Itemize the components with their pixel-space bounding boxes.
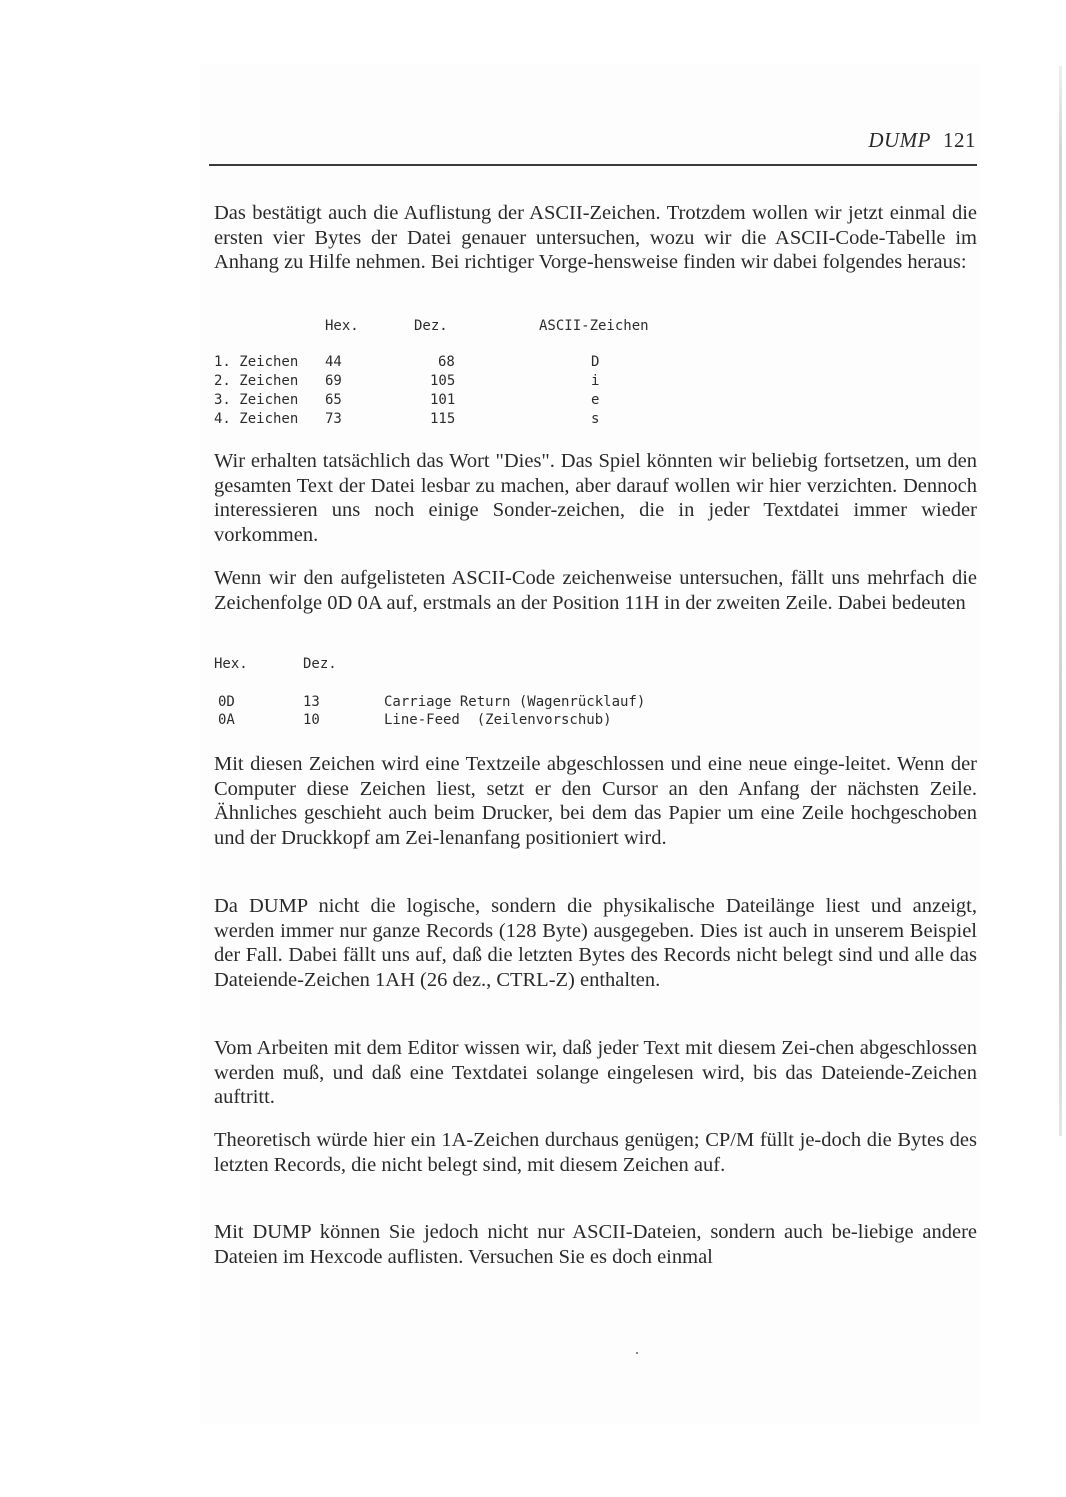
row-dec: 68: [438, 354, 455, 370]
row-hex: 73: [325, 411, 342, 427]
paragraph-2: Wir erhalten tatsächlich das Wort "Dies". Das Spiel könnten wir beliebig fortsetzen, um den gesamten Text der Datei lesbar zu machen, aber darauf wollen wir hier verzichten. Dennoch interessieren uns noch einige Sonder-zeichen, die in jeder Textdatei immer wieder vorkommen.: [214, 450, 977, 546]
scan-speck: [636, 1352, 638, 1354]
row-meaning: Line-Feed (Zeilenvorschub): [384, 712, 612, 728]
row-ascii: s: [591, 411, 600, 427]
row-label: 3. Zeichen: [214, 392, 299, 408]
row-ascii: D: [591, 354, 600, 370]
header-rule: [209, 164, 977, 166]
scan-edge-artifact: [1059, 66, 1062, 1136]
table-row: [214, 392, 600, 411]
header-dec: Dez.: [303, 656, 337, 672]
row-hex: 65: [325, 392, 342, 408]
table-row: [214, 373, 600, 392]
row-dec: 13: [303, 694, 320, 710]
paragraph-4: Mit diesen Zeichen wird eine Textzeile abgeschlossen und eine neue einge-leitet. Wenn der Computer diese Zeichen liest, setzt er den Cursor an den Anfang der nächsten Zeile. Ähnliches geschieht auch beim Drucker, bei dem das Papier um eine Zeile hochgeschoben und der Druckkopf am Zei-lenanfang positioniert wird.: [214, 753, 977, 849]
row-meaning: Carriage Return (Wagenrücklauf): [384, 694, 646, 710]
row-dec: 115: [430, 411, 456, 427]
chapter-title: DUMP: [868, 128, 931, 152]
paragraph-8: Mit DUMP können Sie jedoch nicht nur ASCII-Dateien, sondern auch be-liebige andere Dateien im Hexcode auflisten. Versuchen Sie es doch einmal: [214, 1221, 977, 1268]
table-row: [214, 411, 600, 430]
table-header-row: [214, 318, 649, 337]
running-header: [214, 128, 976, 153]
paragraph-6: Vom Arbeiten mit dem Editor wissen wir, daß jeder Text mit diesem Zei-chen abgeschlossen werden muß, und daß eine Textdatei solange eingelesen wird, bis das Dateiende-Zeichen auftritt.: [214, 1037, 977, 1109]
paragraph-3: Wenn wir den aufgelisteten ASCII-Code zeichenweise untersuchen, fällt uns mehrfach die Zeichenfolge 0D 0A auf, erstmals an der Position 11H in der zweiten Zeile. Dabei bedeuten: [214, 567, 977, 614]
header-hex: Hex.: [214, 656, 248, 672]
row-dec: 101: [430, 392, 456, 408]
row-ascii: i: [591, 373, 600, 389]
row-hex: 0D: [218, 694, 235, 710]
control-code-table: [214, 656, 714, 736]
table-header-row: [214, 656, 337, 675]
table-row: [214, 694, 646, 713]
paragraph-1: Das bestätigt auch die Auflistung der ASCII-Zeichen. Trotzdem wollen wir jetzt einmal die ersten vier Bytes der Datei genauer untersuchen, wozu wir die ASCII-Code-Tabelle im Anhang zu Hilfe nehmen. Bei richtiger Vorge-hensweise finden wir dabei folgendes heraus:: [214, 202, 977, 274]
page-number: 121: [943, 128, 976, 152]
row-dec: 10: [303, 712, 320, 728]
row-hex: 0A: [218, 712, 235, 728]
header-hex: Hex.: [325, 318, 359, 334]
row-dec: 105: [430, 373, 456, 389]
table-row: [214, 712, 612, 731]
row-label: 4. Zeichen: [214, 411, 299, 427]
row-ascii: e: [591, 392, 600, 408]
table-row: [214, 354, 600, 373]
paragraph-5: Da DUMP nicht die logische, sondern die physikalische Dateilänge liest und anzeigt, werden immer nur ganze Records (128 Byte) ausgegeben. Dies ist auch in unserem Beispiel der Fall. Dabei fällt uns auf, daß die letzten Bytes des Records nicht belegt sind und alle das Dateiende-Zeichen 1AH (26 dez., CTRL-Z) enthalten.: [214, 895, 977, 991]
paragraph-7: Theoretisch würde hier ein 1A-Zeichen durchaus genügen; CP/M füllt je-doch die Bytes des letzten Records, die nicht belegt sind, mit diesem Zeichen auf.: [214, 1129, 977, 1176]
row-hex: 44: [325, 354, 342, 370]
header-dec: Dez.: [414, 318, 448, 334]
row-label: 2. Zeichen: [214, 373, 299, 389]
header-ascii: ASCII-Zeichen: [539, 318, 649, 334]
row-label: 1. Zeichen: [214, 354, 299, 370]
char-code-table: [214, 318, 694, 433]
row-hex: 69: [325, 373, 342, 389]
